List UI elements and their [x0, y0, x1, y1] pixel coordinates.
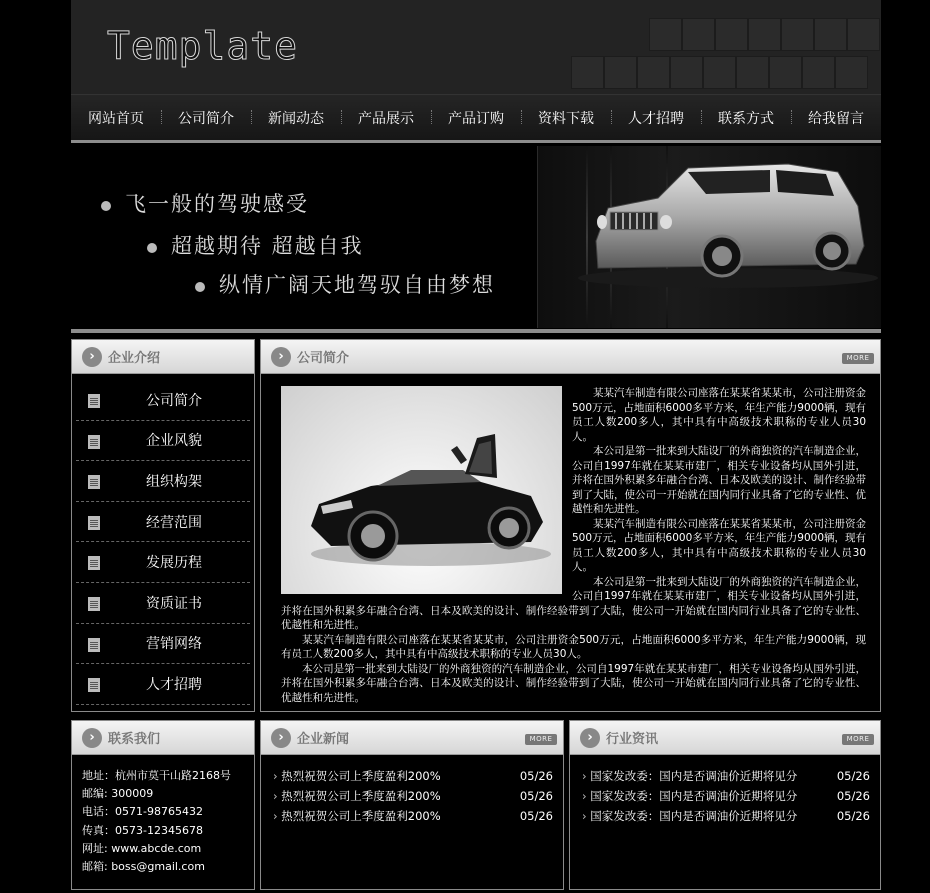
- sidebar-item-network[interactable]: [76, 624, 250, 665]
- main-nav: [71, 94, 881, 140]
- panel-title: 行业资讯: [606, 732, 659, 747]
- sidebar-item-history[interactable]: [76, 542, 250, 583]
- sidebar-item-certificates[interactable]: [76, 583, 250, 624]
- list-item[interactable]: [582, 767, 870, 787]
- document-icon: [88, 435, 100, 449]
- news-list: [261, 755, 563, 826]
- intro-paragraph: 某某汽车制造有限公司座落在某某省某某市，公司注册资金500万元，占地面积6000多平方米，年生产能力9000辆，现有员工人数200多人，其中具有中高级技术职称的专业人员30人。: [572, 517, 866, 573]
- nav-item-about[interactable]: 公司简介: [161, 108, 251, 128]
- more-button[interactable]: MORE: [525, 734, 557, 745]
- panel-header: [261, 721, 563, 755]
- news-date: 05/26: [836, 769, 870, 783]
- site-header: [71, 0, 881, 94]
- sidebar-menu: [72, 374, 254, 705]
- sidebar-item-about[interactable]: [76, 380, 250, 421]
- nav-item-home[interactable]: 网站首页: [88, 110, 144, 127]
- list-item[interactable]: [582, 807, 870, 827]
- document-icon: [88, 475, 100, 489]
- sidebar-item-style[interactable]: [76, 421, 250, 462]
- banner-divider: [71, 329, 881, 333]
- panel-title: 联系我们: [108, 732, 161, 747]
- hero-banner: [71, 146, 881, 328]
- news-title: › 热烈祝贺公司上季度盈利200%: [273, 787, 441, 807]
- suv-image: [538, 146, 881, 328]
- header-decor-square: [682, 18, 715, 51]
- news-date: 05/26: [519, 808, 553, 823]
- nav-item-careers[interactable]: 人才招聘: [611, 108, 701, 128]
- nav-item-downloads[interactable]: 资料下载: [521, 108, 611, 128]
- header-decor-square: [847, 18, 880, 51]
- header-decor-square: [814, 18, 847, 51]
- news-panel: [260, 720, 564, 890]
- sidebar-item-careers[interactable]: [76, 664, 250, 705]
- nav-item-order[interactable]: 产品订购: [431, 108, 521, 128]
- header-decor-square: [571, 56, 604, 89]
- arrow-right-icon: ›: [82, 347, 102, 367]
- news-title: › 热烈祝贺公司上季度盈利200%: [273, 807, 441, 827]
- sidebar-panel: [71, 339, 255, 712]
- list-item[interactable]: [273, 807, 553, 827]
- intro-paragraph: 某某汽车制造有限公司座落在某某省某某市，公司注册资金500万元，占地面积6000多平方米，年生产能力9000辆，现有员工人数200多人，其中具有中高级技术职称的专业人员30人。: [572, 387, 866, 443]
- document-icon: [88, 678, 100, 692]
- document-icon: [88, 638, 100, 652]
- contact-phone: 电话：0571-98765432: [82, 805, 203, 819]
- list-item[interactable]: [582, 787, 870, 807]
- document-icon: [88, 556, 100, 570]
- nav-divider: [71, 140, 881, 143]
- news-date: 05/26: [519, 769, 553, 783]
- contact-fax: 传真：0573-12345678: [82, 823, 203, 837]
- intro-paragraph: 本公司是第一批来到大陆设厂的外商独资的汽车制造企业，公司自1997年就在某某市建厂，相关专业设备均从国外引进，并将在国外积累多年融合台湾、日本及欧美的设计、制作经验带到了大陆，使公司一开始就在国内同行业具备了它的专业性、优越性和先进性。: [572, 445, 866, 515]
- header-decor-square: [670, 56, 703, 89]
- list-item[interactable]: [273, 767, 553, 787]
- bullet-icon: [101, 201, 111, 211]
- news-title: › 国家发改委：国内是否调油价近期将见分: [582, 787, 797, 807]
- banner-slogan: 超越期待 超越自我: [147, 230, 364, 260]
- nav-item-news[interactable]: 新闻动态: [251, 108, 341, 128]
- contact-postcode: 邮编: 300009: [82, 787, 154, 801]
- more-button[interactable]: MORE: [842, 353, 874, 364]
- header-decor-square: [835, 56, 868, 89]
- nav-item-message[interactable]: 给我留言: [791, 108, 881, 128]
- sidebar-item-label: 资质证书: [146, 595, 202, 612]
- header-decor-square: [748, 18, 781, 51]
- sidebar-item-label: 人才招聘: [146, 676, 202, 693]
- list-item[interactable]: [273, 787, 553, 807]
- site-logo[interactable]: Template: [107, 24, 299, 68]
- header-decor-square: [604, 56, 637, 89]
- banner-slogan: 飞一般的驾驶感受: [101, 188, 309, 218]
- bullet-icon: [195, 282, 205, 292]
- sidebar-item-label: 公司简介: [146, 392, 202, 409]
- contact-email[interactable]: 邮箱: boss@gmail.com: [82, 860, 205, 874]
- sidebar-item-label: 发展历程: [146, 555, 202, 572]
- panel-header: [72, 721, 254, 755]
- header-decor-square: [736, 56, 769, 89]
- sidebar-item-label: 企业风貌: [146, 433, 202, 450]
- contact-panel: [71, 720, 255, 890]
- panel-title: 公司简介: [297, 351, 350, 366]
- panel-header: [261, 340, 880, 374]
- contact-website[interactable]: 网址: www.abcde.com: [82, 841, 202, 855]
- arrow-right-icon: ›: [271, 728, 291, 748]
- panel-header: [570, 721, 880, 755]
- arrow-right-icon: ›: [580, 728, 600, 748]
- banner-slogan: 纵情广阔天地驾驭自由梦想: [195, 269, 495, 299]
- document-icon: [88, 394, 100, 408]
- news-date: 05/26: [836, 808, 870, 823]
- nav-item-products[interactable]: 产品展示: [341, 108, 431, 128]
- news-title: › 热烈祝贺公司上季度盈利200%: [273, 767, 441, 787]
- document-icon: [88, 516, 100, 530]
- header-decor-square: [715, 18, 748, 51]
- contact-info: [72, 755, 254, 876]
- sidebar-item-label: 组织构架: [146, 473, 202, 490]
- more-button[interactable]: MORE: [842, 734, 874, 745]
- header-decor-square: [781, 18, 814, 51]
- sidebar-item-structure[interactable]: [76, 461, 250, 502]
- news-title: › 国家发改委：国内是否调油价近期将见分: [582, 807, 797, 827]
- header-decor-square: [769, 56, 802, 89]
- bullet-icon: [147, 243, 157, 253]
- sportscar-drawing: [281, 386, 562, 594]
- sidebar-item-scope[interactable]: [76, 502, 250, 543]
- news-date: 05/26: [836, 788, 870, 803]
- sportscar-image: [281, 386, 562, 594]
- industry-panel: [569, 720, 881, 890]
- intro-panel: [260, 339, 881, 712]
- news-title: › 国家发改委：国内是否调油价近期将见分: [582, 767, 797, 787]
- intro-paragraph: 本公司是第一批来到大陆设厂的外商独资的汽车制造企业，公司自1997年就在某某市建厂，相关专业设备均从国外引进，并将在国外积累多年融合台湾、日本及欧美的设计、制作经验带到了大陆，使公司一开始就在国内同行业具备了它的专业性、优越性和先进性。: [281, 662, 866, 704]
- header-decor-square: [703, 56, 736, 89]
- arrow-right-icon: ›: [82, 728, 102, 748]
- intro-paragraph: 本公司是第一批来到大陆设厂的外商独资的汽车制造企业，公司自1997年就在某某市建厂，相关专业设备均从国外引进，并将在国外积累多年融合台湾、日本及欧美的设计、制作经验带到了大陆，使公司一开始就在国内同行业具备了它的专业性、优越性和先进性。: [281, 575, 866, 631]
- panel-title: 企业介绍: [108, 351, 161, 366]
- news-date: 05/26: [519, 788, 553, 803]
- intro-content: [261, 374, 880, 705]
- industry-list: [570, 755, 880, 826]
- banner-car-area: [537, 146, 881, 328]
- arrow-right-icon: ›: [271, 347, 291, 367]
- document-icon: [88, 597, 100, 611]
- sidebar-item-label: 经营范围: [146, 514, 202, 531]
- sidebar-item-label: 营销网络: [146, 636, 202, 653]
- panel-header: [72, 340, 254, 374]
- contact-address: 地址：杭州市莫干山路2168号: [82, 769, 231, 782]
- header-decor-square: [649, 18, 682, 51]
- panel-title: 企业新闻: [297, 732, 350, 747]
- nav-item-contact[interactable]: 联系方式: [701, 108, 791, 128]
- intro-paragraph: 某某汽车制造有限公司座落在某某省某某市，公司注册资金500万元，占地面积6000多平方米，年生产能力9000辆，现有员工人数200多人，其中具有中高级技术职称的专业人员30人。: [281, 633, 866, 660]
- header-decor-square: [802, 56, 835, 89]
- header-decor-square: [637, 56, 670, 89]
